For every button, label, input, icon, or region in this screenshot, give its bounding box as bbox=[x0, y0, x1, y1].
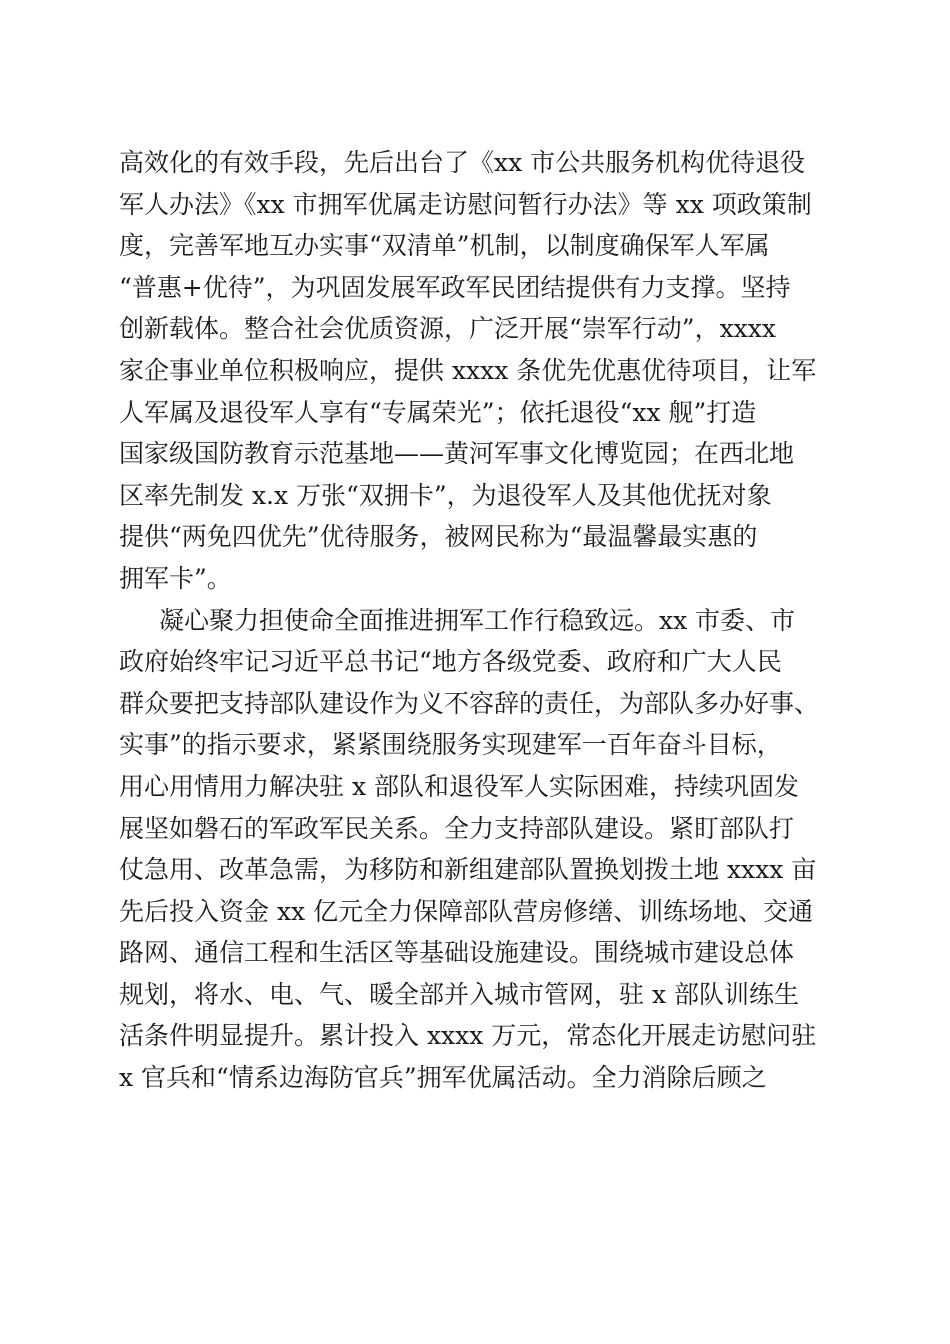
text-line: 政府始终牢记习近平总书记“地方各级党委、政府和广大人民 bbox=[119, 647, 782, 677]
text-line: 用心用情用力解决驻 x 部队和退役军人实际困难，持续巩固发 bbox=[119, 771, 799, 801]
text-line: 仗急用、改革急需，为移防和新组建部队置换划拨土地 xxxx 亩 bbox=[119, 855, 817, 885]
text-line: 实事”的指示要求，紧紧围绕服务实现建军一百年奋斗目标， bbox=[119, 730, 782, 760]
text-line: 群众要把支持部队建设作为义不容辞的责任，为部队多办好事、 bbox=[119, 688, 820, 718]
text-line: 高效化的有效手段，先后出台了《xx 市公共服务机构优待退役 bbox=[119, 148, 806, 177]
text-line: 创新载体。整合社会优质资源，广泛开展“崇军行动”，xxxx bbox=[119, 314, 776, 344]
text-line: 展坚如磐石的军政军民关系。全力支持部队建设。紧盯部队打 bbox=[119, 813, 795, 843]
text-line: 度，完善军地互办实事“双清单”机制，以制度确保军人军属 bbox=[119, 231, 770, 261]
text-line: 先后投入资金 xx 亿元全力保障部队营房修缮、训练场地、交通 bbox=[119, 896, 814, 926]
text-line: x 官兵和“情系边海防官兵”拥军优属活动。全力消除后顾之 bbox=[119, 1063, 767, 1093]
text-line: 活条件明显提升。累计投入 xxxx 万元，常态化开展走访慰问驻 bbox=[119, 1021, 817, 1051]
text-line: 军人办法》《xx 市拥军优属走访慰问暂行办法》等 xx 项政策制 bbox=[119, 189, 812, 219]
text-line: 路网、通信工程和生活区等基础设施建设。围绕城市建设总体 bbox=[119, 938, 795, 968]
paragraph-2 bbox=[119, 600, 839, 1099]
text-line: 提供“两免四优先”优待服务，被网民称为“最温馨最实惠的 bbox=[119, 522, 758, 552]
document-body bbox=[119, 142, 839, 1099]
text-line: “普惠+优待”，为巩固发展军政军民团结提供有力支撑。坚持 bbox=[119, 272, 791, 302]
text-line: 拥军卡”。 bbox=[119, 563, 232, 593]
paragraph-1 bbox=[119, 142, 839, 600]
text-line: 家企事业单位积极响应，提供 xxxx 条优先优惠优待项目，让军 bbox=[119, 355, 817, 385]
text-line: 人军属及退役军人享有“专属荣光”；依托退役“xx 舰”打造 bbox=[119, 397, 757, 427]
text-line: 国家级国防教育示范基地——黄河军事文化博览园；在西北地 bbox=[119, 439, 795, 469]
text-line: 凝心聚力担使命全面推进拥军工作行稳致远。xx 市委、市 bbox=[159, 605, 796, 635]
text-line: 区率先制发 x.x 万张“双拥卡”，为退役军人及其他优抚对象 bbox=[119, 480, 772, 510]
text-line: 规划，将水、电、气、暖全部并入城市管网，驻 x 部队训练生 bbox=[119, 979, 799, 1009]
